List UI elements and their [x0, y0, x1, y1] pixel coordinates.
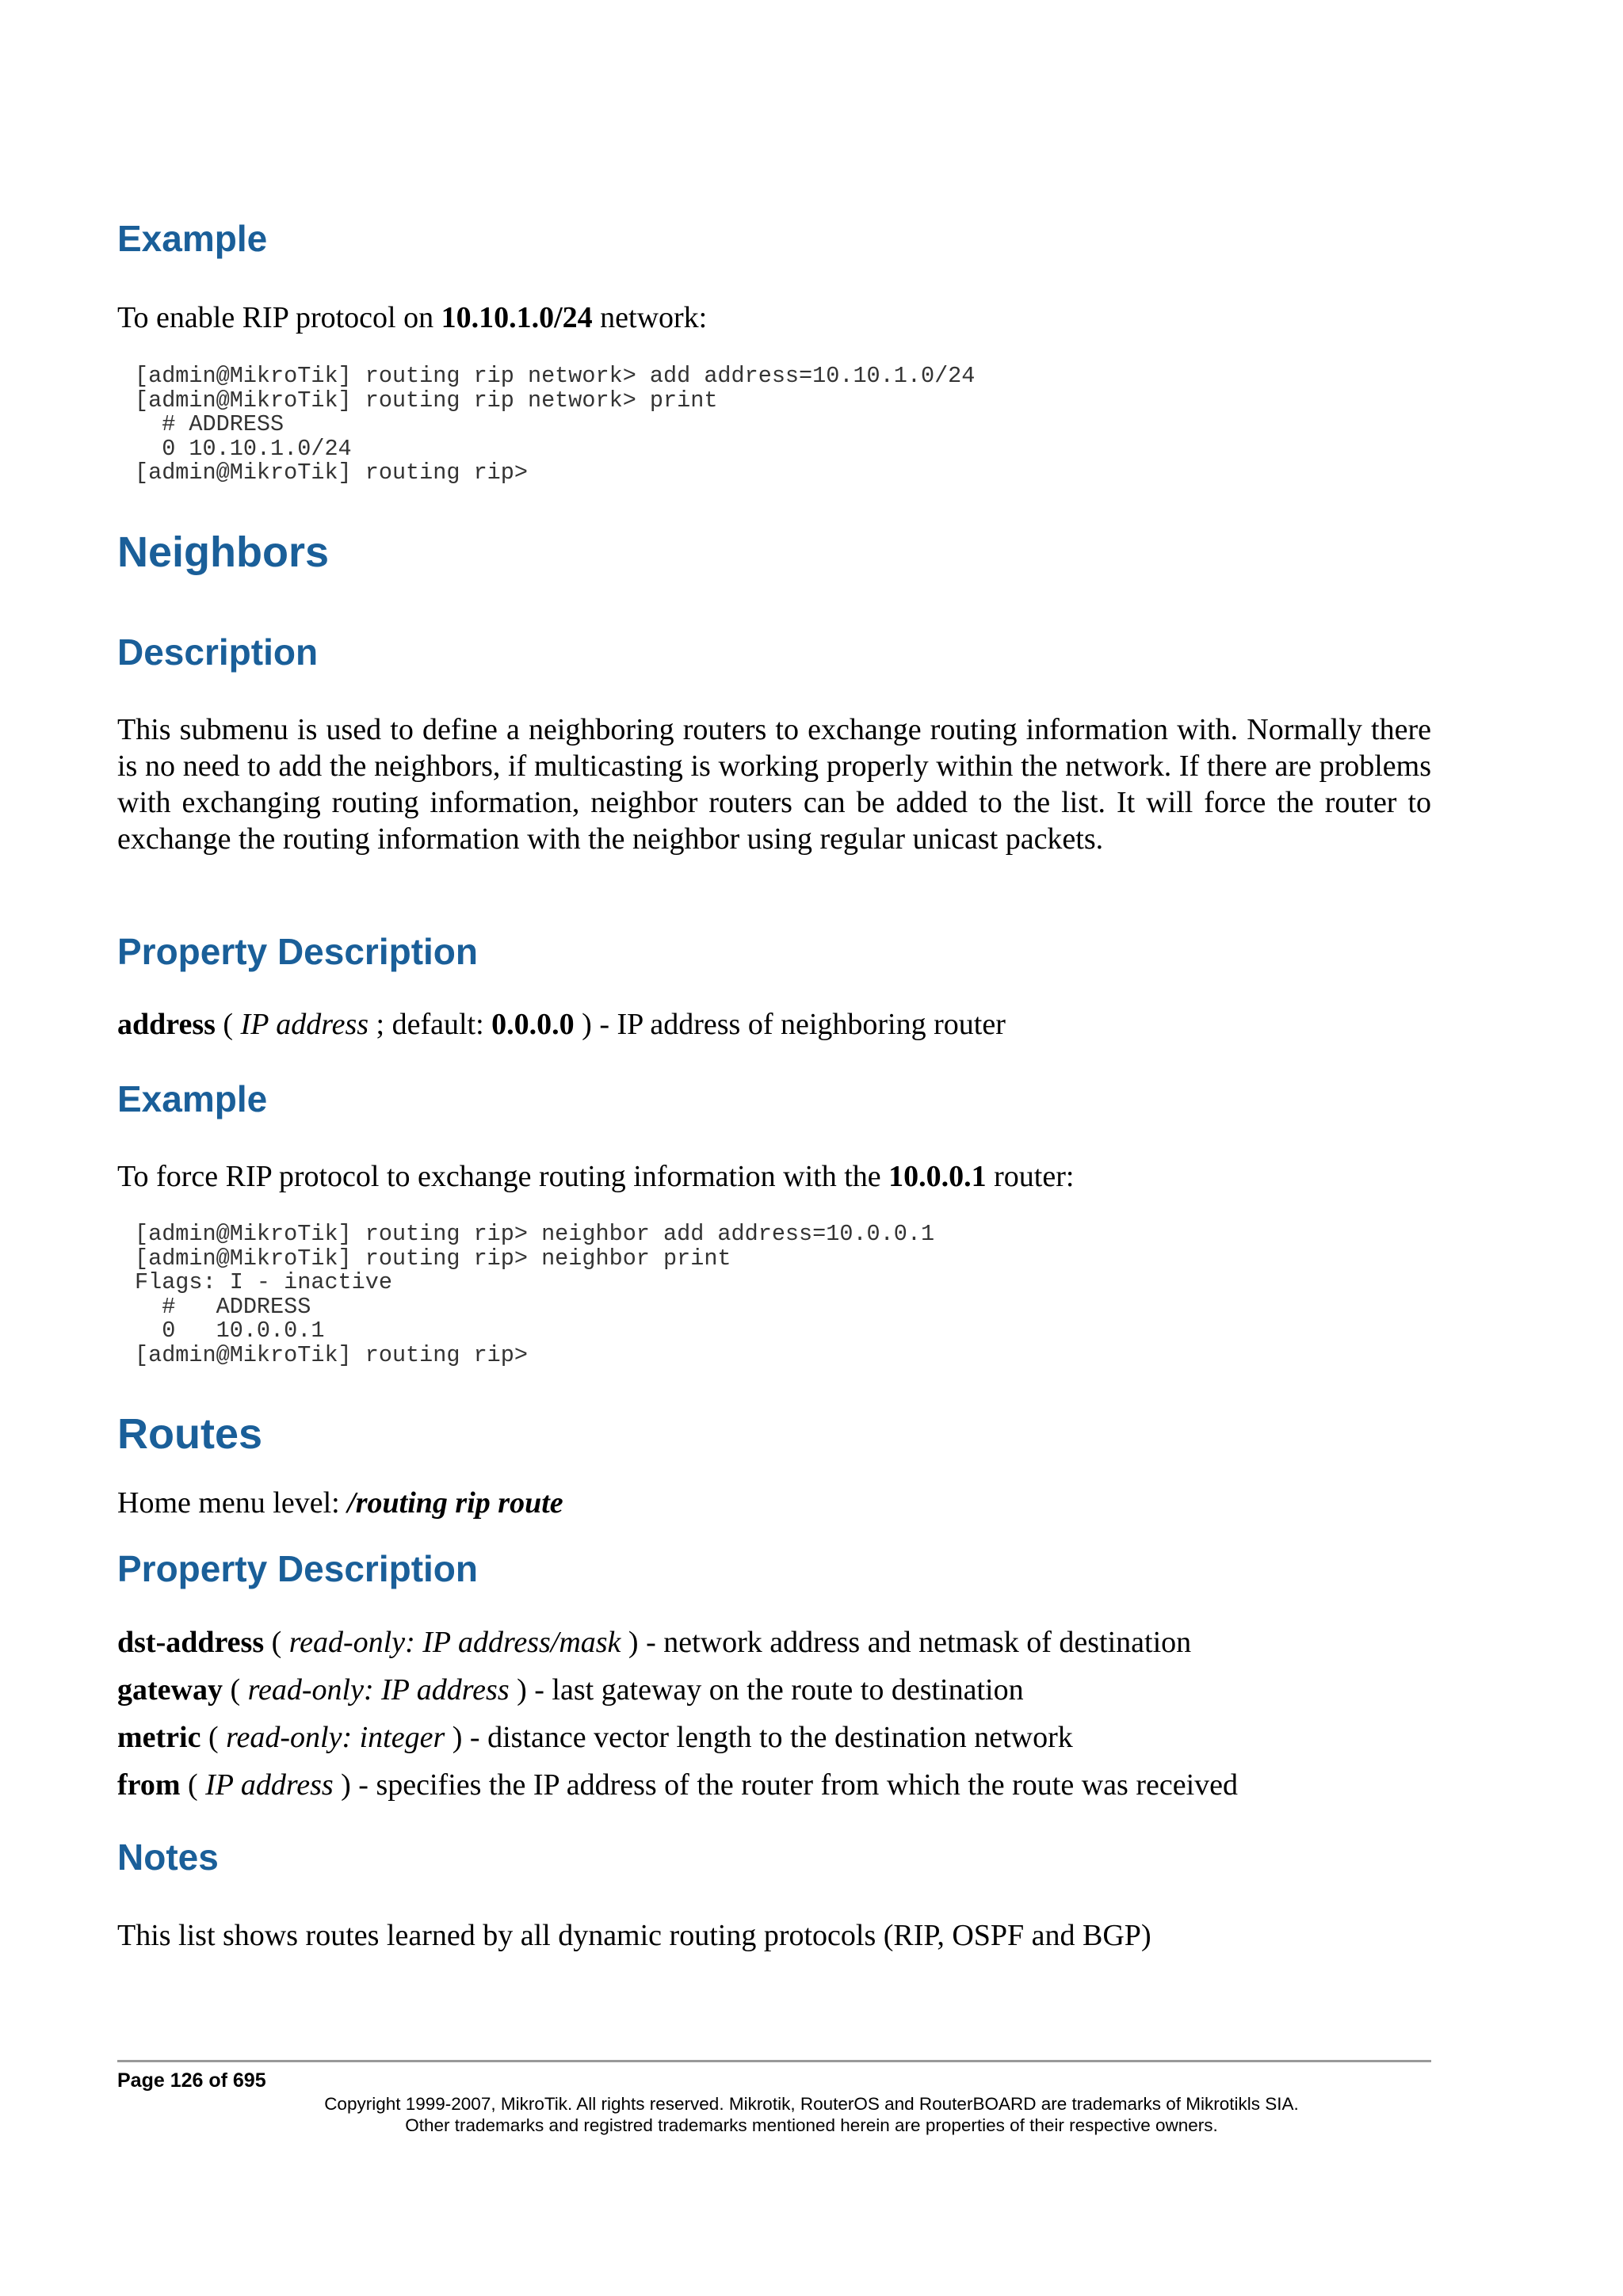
- footer-divider: [117, 2060, 1431, 2062]
- description-heading: Description: [117, 631, 319, 673]
- copyright-line-1: Copyright 1999-2007, MikroTik. All rights reserved. Mikrotik, RouterOS and RouterBOARD are trademarks of Mikrotikls SIA.: [324, 2094, 1299, 2114]
- router-address: 10.0.0.1: [888, 1160, 987, 1193]
- example-intro: To enable RIP protocol on 10.10.1.0/24 network:: [117, 301, 708, 334]
- page-number: Page 126 of 695: [117, 2069, 266, 2092]
- network-address: 10.10.1.0/24: [441, 301, 593, 334]
- property-dst-address: dst-address ( read-only: IP address/mask ) - network address and netmask of destination: [117, 1626, 1192, 1659]
- example-heading: Example: [117, 218, 268, 259]
- neighbors-description: This submenu is used to define a neighboring routers to exchange routing information with. Normally there is no need to add the neighbors, if multicasting is working properly within the network. If there are problems with exchanging routing information, neighbor routers can be added to the list. It will force the router to exchange the routing information with the neighbor using regular unicast packets.: [117, 713, 1431, 856]
- property-gateway: gateway ( read-only: IP address ) - last gateway on the route to destination: [117, 1673, 1024, 1707]
- routes-heading: Routes: [117, 1410, 263, 1458]
- property-address: address ( IP address ; default: 0.0.0.0 ) - IP address of neighboring router: [117, 1008, 1006, 1041]
- home-menu-level: Home menu level: /routing rip route: [117, 1486, 563, 1520]
- routes-property-list: [117, 1624, 1238, 1803]
- code-block-rip-network: [admin@MikroTik] routing rip network> add address=10.10.1.0/24 [admin@MikroTik] routing rip network> print # ADDRESS 0 10.10.1.0/24 [admin@MikroTik] routing rip>: [135, 363, 976, 486]
- neighbors-example-intro: To force RIP protocol to exchange routing information with the 10.0.0.1 router:: [117, 1160, 1075, 1193]
- menu-path: /routing rip route: [347, 1486, 563, 1520]
- copyright-line-2: Other trademarks and registred trademarks mentioned herein are properties of their respective owners.: [405, 2115, 1218, 2135]
- notes-heading: Notes: [117, 1836, 219, 1878]
- property-metric: metric ( read-only: integer ) - distance vector length to the destination network: [117, 1721, 1073, 1754]
- neighbors-heading: Neighbors: [117, 528, 330, 576]
- notes-text: This list shows routes learned by all dynamic routing protocols (RIP, OSPF and BGP): [117, 1919, 1151, 1952]
- property-from: from ( IP address ) - specifies the IP address of the router from which the route was received: [117, 1768, 1238, 1802]
- code-block-neighbor: [admin@MikroTik] routing rip> neighbor add address=10.0.0.1 [admin@MikroTik] routing rip> neighbor print Flags: I - inactive # ADDRESS 0 10.0.0.1 [admin@MikroTik] routing rip>: [135, 1221, 935, 1368]
- routes-property-heading: Property Description: [117, 1548, 478, 1589]
- property-description-heading: Property Description: [117, 931, 478, 972]
- neighbors-example-heading: Example: [117, 1078, 268, 1119]
